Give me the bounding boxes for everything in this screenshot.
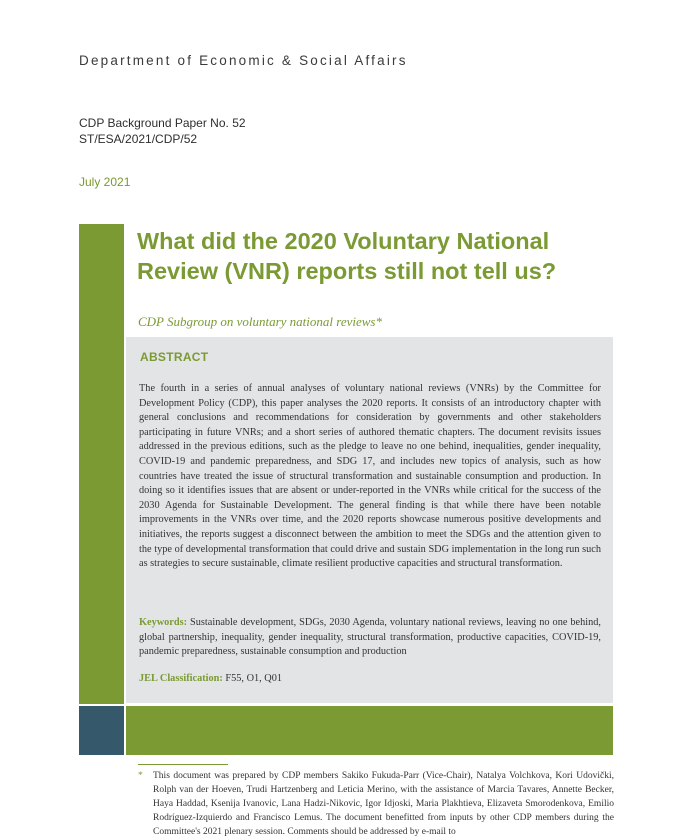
author-line: CDP Subgroup on voluntary national reviews* (138, 314, 382, 329)
keywords-paragraph (139, 616, 601, 660)
footnote (138, 769, 614, 839)
publication-date: July 2021 (79, 175, 131, 189)
footnote-marker: * (138, 771, 143, 781)
bottom-green-band (126, 706, 613, 755)
jel-codes: F55, O1, Q01 (222, 673, 283, 684)
left-accent-bar (79, 224, 124, 704)
abstract-heading: ABSTRACT (140, 350, 209, 364)
footnote-text: This document was prepared by CDP members Sakiko Fukuda-Parr (Vice-Chair), Natalya Volchkova, Kori Udovički, Rolph van der Hoeven, Trudi Hartzenberg and Leticia Merino, with the assistance of Marcia Tavares, Annette Becker, Haya Haddad, Ksenija Ivanovic, Lana Hadzi-Nikovic, Igor Idjoski, Maria Plakhtieva, Elizaveta Smorodenkova, Emilio Rodríguez-Izquierdo and Francisco Lemus. The document benefitted from inputs by other CDP members during the Committee's 2021 plenary session. Comments should be addressed by e-mail to (153, 771, 614, 837)
bottom-navy-block (79, 706, 124, 755)
jel-label: JEL Classification: (139, 673, 223, 684)
paper-number: CDP Background Paper No. 52 (79, 116, 246, 130)
abstract-panel (126, 337, 613, 703)
paper-title: What did the 2020 Voluntary National Review (VNR) reports still not tell us? (137, 228, 557, 284)
document-code: ST/ESA/2021/CDP/52 (79, 132, 198, 146)
paper-identifiers (79, 115, 246, 147)
footnote-divider (138, 764, 228, 765)
abstract-text: The fourth in a series of annual analyses of voluntary national reviews (VNRs) by the Committee for Development Policy (CDP), this paper analyses the 2020 reports. It consists of an introductory chapter with general conclusions and recommendations for consideration by governments and other stakeholders participating in future VNRs; and a short series of authored thematic chapters. The document revisits issues addressed in the previous editions, such as the pledge to leave no one behind, inequalities, gender inequality, COVID-19 and pandemic preparedness, and SDG 17, and includes new topics of analysis, such as how countries have treated the issue of structural transformation and sustainable consumption and production. In doing so it identifies issues that are absent or under-reported in the VNRs while critical for the success of the 2030 Agenda for Sustainable Development. The general finding is that while there have been notable improvements in the VNRs over time, and the 2020 reports showcase numerous positive developments and initiatives, the reports suggest a disconnect between the ambition to meet the SDGs and the attention given to the type of developmental transformation that could drive and sustain SDG implementation in the long run such as strategies to secure sustainable, climate resilient productive capacities and structural transformation. (139, 383, 601, 570)
keywords-text: Sustainable development, SDGs, 2030 Agenda, voluntary national reviews, leaving no one behind, global partnership, inequality, gender inequality, structural transformation, productive capacities, COVID-19, pandemic preparedness, sustainable consumption and production (139, 617, 601, 658)
department-name: Department of Economic & Social Affairs (79, 53, 408, 68)
jel-classification (139, 673, 282, 684)
keywords-label: Keywords: (139, 617, 188, 628)
